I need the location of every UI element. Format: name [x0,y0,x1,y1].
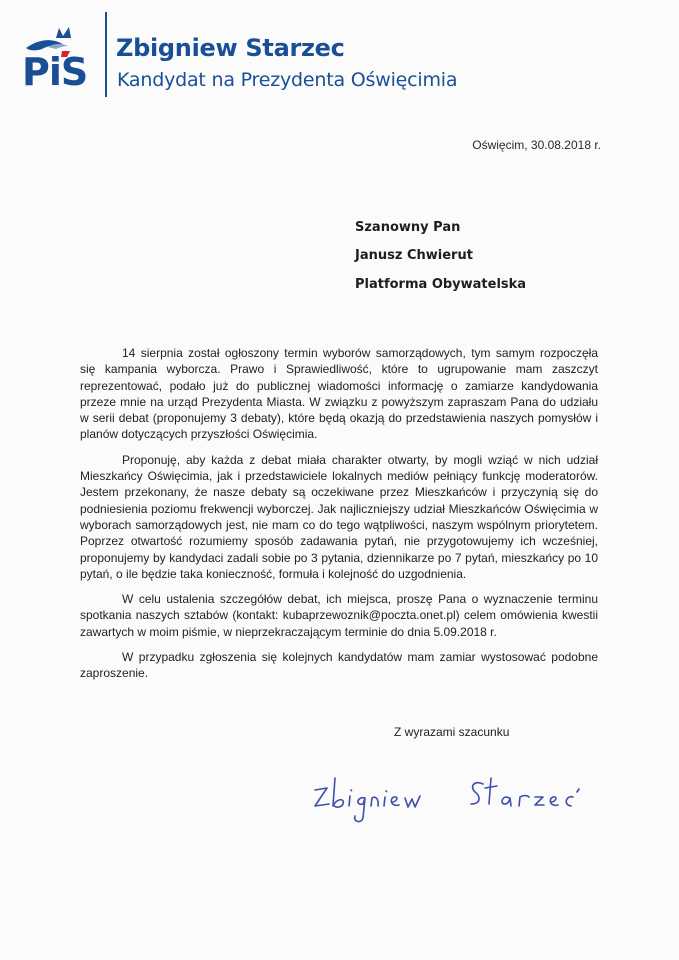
paragraph-2: Proponuję, aby każda z debat miała charakter otwarty, by mogli wziąć w nich udział Mieszkańcy Oświęcimia, jak i przedstawiciele lokalnych mediów pełniący funkcję moderatorów. Jestem przekonany, że nasze debaty są oczekiwane przez Mieszkańców i przyczynią się do podniesienia poziomu frekwencji wyborczej. Jak najliczniejszy udział Mieszkańców Oświęcimia w wyborach samorządowych jest, nie mam co do tego wątpliwości, naszym wspólnym priorytetem. Poprzez otwartość rozumiemy sposób zadawania pytań, nie przygotowujemy ich wcześniej, proponujemy by kandydaci zadali sobie po 3 pytania, dziennikarze po 7 pytań, mieszkańcy po 10 pytań, o ile będzie taka konieczność, formuła i kolejność do uzgodnienia. [80,452,598,581]
paragraph-4: W przypadku zgłoszenia się kolejnych kandydatów mam zamiar wystosować podobne zaproszenie. [80,650,598,681]
paragraph-3: W celu ustalenia szczegółów debat, ich miejsca, proszę Pana o wyznaczenie terminu spotkania naszych sztabów (kontakt: kubaprzewoznik@poczta.onet.pl) celem omówienia kwestii zawartych w moim piśmie, w nieprzekraczającym terminie do dnia 5.09.2018 r. [80,592,598,639]
candidate-role: Kandydat na Prezydenta Oświęcimia [117,69,458,91]
handwritten-signature [305,762,595,832]
logo-text: PiS [22,50,88,94]
letter-date: Oświęcim, 30.08.2018 r. [472,138,601,152]
recipient-name: Janusz Chwierut [355,248,473,263]
recipient-salutation: Szanowny Pan [355,220,461,235]
closing-line: Z wyrazami szacunku [394,725,510,739]
paragraph-1: 14 sierpnia został ogłoszony termin wyborów samorządowych, tym samym rozpoczęła się kampania wyborcza. Prawo i Sprawiedliwość, które to ugrupowanie mam zaszczyt reprezentować, podało już do publicznej wiadomości informację o zamiarze kandydowania przeze mnie na urząd Prezydenta Miasta. W związku z powyższym zapraszam Pana do udziału w serii debat (proponujemy 3 debaty), które będą okazją do przedstawienia naszych pomysłów i planów dotyczących przyszłości Oświęcimia. [80,346,598,442]
recipient-organization: Platforma Obywatelska [355,277,527,292]
candidate-name: Zbigniew Starzec [116,34,345,62]
letterhead-divider [105,12,107,97]
letter-body [80,345,598,691]
